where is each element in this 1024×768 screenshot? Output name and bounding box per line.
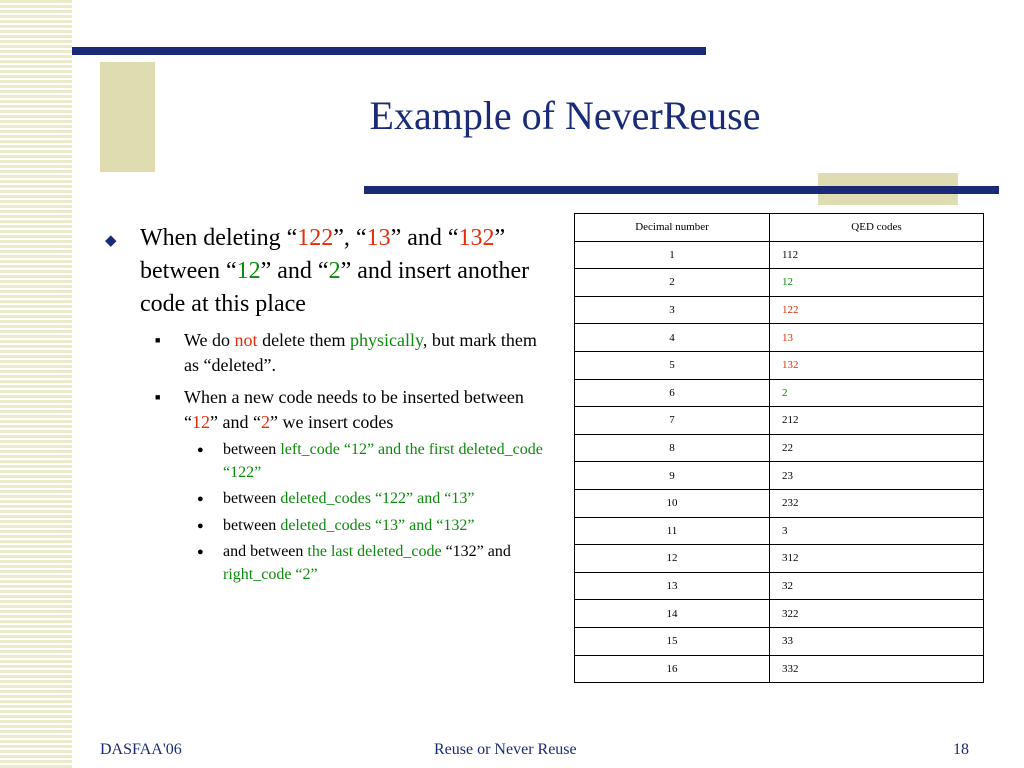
code-2: 2: [328, 258, 341, 284]
bottom-rule: [364, 186, 999, 194]
text: , but mark them as “deleted”.: [184, 330, 537, 375]
decimal-cell: 7: [575, 407, 770, 435]
decimal-cell: 2: [575, 269, 770, 297]
qed-code-cell: 23: [770, 462, 984, 490]
table-row: [575, 351, 984, 379]
table-row: [575, 407, 984, 435]
qed-code-cell: 22: [770, 434, 984, 462]
decimal-cell: 5: [575, 351, 770, 379]
table-row: [575, 655, 984, 683]
qed-code-cell: 132: [770, 351, 984, 379]
emphasis-physically: physically: [350, 330, 423, 350]
qed-code-cell: 13: [770, 324, 984, 352]
table-row: [575, 627, 984, 655]
bullet-main: [105, 222, 555, 321]
table-row: [575, 434, 984, 462]
decimal-cell: 1: [575, 241, 770, 269]
qed-code-cell: 212: [770, 407, 984, 435]
text: delete them: [257, 330, 351, 350]
qed-code-cell: 112: [770, 241, 984, 269]
table-row: [575, 324, 984, 352]
decimal-cell: 4: [575, 324, 770, 352]
text: ” between “: [140, 225, 506, 284]
qed-code-cell: 33: [770, 627, 984, 655]
table-row: [575, 517, 984, 545]
qed-code-cell: 232: [770, 489, 984, 517]
text: When a new code needs to be inserted between “: [184, 387, 524, 432]
dot-bullet-icon: ●: [197, 546, 204, 558]
decimal-cell: 11: [575, 517, 770, 545]
highlight: right_code “2”: [223, 565, 318, 583]
table-row: [575, 545, 984, 573]
table-row: [575, 462, 984, 490]
text: ” and “: [390, 225, 459, 251]
text: ” and insert another code at this place: [140, 258, 530, 317]
table-row: [575, 296, 984, 324]
dot-bullet-icon: ●: [197, 519, 204, 532]
text: between: [223, 441, 281, 458]
code-122: 122: [297, 225, 334, 251]
page-number: 18: [953, 741, 969, 758]
text: When deleting “: [140, 225, 298, 251]
text: between: [223, 516, 281, 534]
text: ” we insert codes: [269, 412, 394, 432]
decimal-cell: 16: [575, 655, 770, 683]
decimal-cell: 13: [575, 572, 770, 600]
text: We do: [184, 330, 235, 350]
decimal-cell: 9: [575, 462, 770, 490]
decimal-cell: 3: [575, 296, 770, 324]
decorative-stripes: [0, 0, 72, 768]
text: and between: [223, 543, 308, 560]
decimal-cell: 6: [575, 379, 770, 407]
highlight: left_code “12” and the first deleted_code “122”: [223, 441, 543, 481]
sub-bullet-1: [105, 328, 555, 378]
sub-sub-bullet-4: [105, 541, 555, 586]
decorative-square-left: [100, 62, 155, 172]
header-decimal: Decimal number: [575, 214, 770, 242]
decimal-cell: 15: [575, 627, 770, 655]
text: “132” and: [441, 543, 511, 560]
text: between: [223, 490, 281, 507]
slide-content: [105, 222, 555, 586]
sub-sub-bullet-2: [105, 488, 555, 511]
table-header-row: [575, 214, 984, 242]
highlight: deleted_codes “13” and “132”: [280, 516, 475, 534]
highlight: deleted_codes “122” and “13”: [280, 490, 475, 507]
table-row: [575, 241, 984, 269]
qed-code-cell: 332: [770, 655, 984, 683]
footer-center: Reuse or Never Reuse: [434, 741, 577, 758]
code-12: 12: [236, 258, 261, 284]
code-132: 132: [458, 225, 495, 251]
qed-code-cell: 12: [770, 269, 984, 297]
text: ” and “: [260, 258, 329, 284]
code-13: 13: [366, 225, 391, 251]
code-12: 12: [192, 412, 210, 432]
qed-code-cell: 312: [770, 545, 984, 573]
table-body: [575, 241, 984, 683]
table-row: [575, 600, 984, 628]
top-rule: [72, 47, 706, 55]
table-row: [575, 269, 984, 297]
text: ” and “: [210, 412, 261, 432]
sub-sub-bullet-3: [105, 515, 555, 538]
highlight: the last deleted_code: [307, 543, 442, 560]
footer-left: DASFAA'06: [100, 741, 182, 758]
qed-code-cell: 2: [770, 379, 984, 407]
table-row: [575, 489, 984, 517]
table-row: [575, 379, 984, 407]
square-bullet-icon: ■: [155, 335, 161, 345]
sub-bullet-2: [105, 385, 555, 435]
decimal-cell: 14: [575, 600, 770, 628]
dot-bullet-icon: ●: [197, 444, 204, 456]
header-qed: QED codes: [770, 214, 984, 242]
decimal-cell: 12: [575, 545, 770, 573]
decimal-cell: 8: [575, 434, 770, 462]
dot-bullet-icon: ●: [197, 493, 204, 505]
sub-sub-bullet-1: [105, 439, 555, 484]
square-bullet-icon: ■: [155, 392, 161, 402]
qed-table: [574, 213, 984, 683]
emphasis-not: not: [234, 330, 258, 350]
qed-code-cell: 122: [770, 296, 984, 324]
code-2: 2: [260, 412, 270, 432]
diamond-bullet-icon: ◆: [105, 233, 117, 249]
text: ”, “: [333, 225, 367, 251]
qed-code-cell: 32: [770, 572, 984, 600]
qed-code-cell: 322: [770, 600, 984, 628]
qed-code-cell: 3: [770, 517, 984, 545]
table-row: [575, 572, 984, 600]
slide-title: Example of NeverReuse: [369, 93, 761, 138]
decimal-cell: 10: [575, 489, 770, 517]
